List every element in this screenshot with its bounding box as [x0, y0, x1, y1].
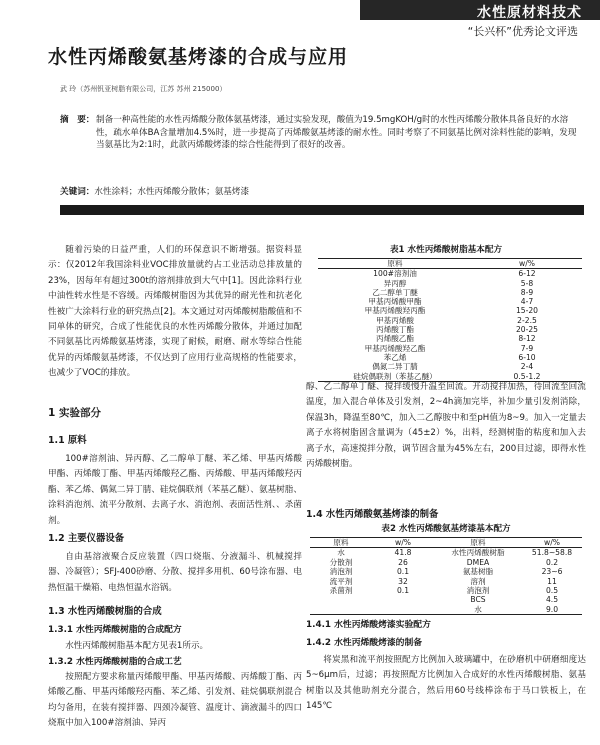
journal-header-bar: [360, 0, 600, 20]
journal-series-label: “长兴杯”优秀论文评选: [467, 25, 578, 38]
table-cell: 23~6: [541, 567, 563, 577]
table2-header-row: [310, 538, 582, 548]
subsection-heading-synthesis: 1.3 水性丙烯酸树脂的合成: [48, 606, 162, 617]
section-divider-bar: [60, 205, 584, 215]
subsection-heading-paint-prep: 1.4 水性丙烯酸氨基烤漆的制备: [306, 509, 439, 520]
table-cell: 异丙醇: [383, 278, 407, 288]
table-cell: 6-10: [518, 352, 536, 362]
journal-category: 水性原材料技术: [477, 5, 582, 21]
abstract-label: 摘 要：: [60, 115, 95, 125]
subsection-heading-process: 1.3.2 水性丙烯酸树脂的合成工艺: [48, 657, 182, 667]
table-cell: 苯乙烯: [383, 352, 407, 362]
table2-header-cell: 原料: [434, 538, 522, 548]
paper-title: 水性丙烯酸氨基烤漆的合成与应用: [48, 46, 349, 68]
abstract-text: 制备一种高性能的水性丙烯酸分散体氨基烤漆，通过实验发现，酸值为19.5mgKOH/g时的水性丙烯酸分散体具备良好的水溶性，疏水单体BA含量增加4.5%时，进一步提高了丙烯酸氨基烤漆的耐水性。同时考察了不同氨基比例对涂料性能的影响，发现当氨基比为2:1时，此款丙烯酸烤漆的综合性能得到了很好的改善。: [96, 115, 577, 151]
table2-header-cell: 原料: [310, 538, 372, 548]
author-line: 武 玲（苏州钒亚树脂有限公司，江苏 苏州 215000）: [60, 85, 227, 93]
table1-header-cell: 原料: [318, 259, 472, 269]
paint-prep-paragraph: 将炭黑和流平剂按照配方比例加入玻璃罐中，在砂磨机中研磨细度达5~6μm后，过滤；再按照配方比例加入合成好的水性丙烯酸树脂、氨基树脂以及其他助剂充分混合，然后用60号线棒涂布于马口铁板上，在145℃: [306, 655, 586, 712]
table-cell: 26: [398, 557, 408, 567]
table-cell: 甲基丙烯酸羟乙酯: [364, 343, 426, 353]
table-cell: 20-25: [515, 325, 539, 335]
table-row: [318, 306, 582, 315]
table-cell: 甲基丙烯酸: [376, 315, 414, 325]
table-cell: 水: [337, 548, 345, 558]
table-cell: [372, 595, 434, 604]
table-row: [310, 558, 582, 567]
table-row: [318, 353, 582, 362]
table-cell: DMEA: [466, 557, 490, 567]
table-cell: 消泡剂: [329, 567, 353, 577]
table-cell: [372, 605, 434, 615]
subsection-heading-equipment: 1.2 主要仪器设备: [48, 533, 125, 544]
table1-header-row: [318, 259, 582, 269]
table-cell: [310, 595, 372, 604]
table-cell: 硅烷偶联剂（苯基乙醚）: [318, 372, 472, 382]
table2: [310, 537, 582, 615]
table-cell: 水性丙烯酸树脂: [451, 548, 505, 558]
table-cell: 杀菌剂: [329, 586, 353, 596]
subsection-heading-materials: 1.1 原料: [48, 435, 87, 446]
table-cell: 4-7: [520, 297, 534, 307]
table-row: [318, 279, 582, 288]
table-cell: 甲基丙烯酸甲酯: [368, 297, 422, 307]
table-row: [318, 316, 582, 325]
abstract: [60, 114, 580, 152]
keywords-label: 关键词：: [60, 187, 95, 197]
table-cell: 8-12: [518, 334, 536, 344]
table-row: [310, 577, 582, 586]
table-cell: 溶剂: [470, 576, 486, 586]
table-cell: 0.1: [396, 586, 410, 596]
table-cell: 5-8: [520, 278, 534, 288]
table-cell: [310, 605, 372, 615]
table-row: [318, 325, 582, 334]
table-row: [318, 269, 582, 279]
table-cell: 41.8: [394, 548, 412, 558]
table-cell: 4.5: [545, 595, 559, 605]
table-row: [310, 586, 582, 595]
table2-header-cell: w/%: [372, 538, 434, 548]
table-row: [318, 297, 582, 306]
table-cell: 2-4: [520, 362, 534, 372]
table-cell: 丙烯酸乙酯: [376, 334, 414, 344]
section-heading-experiment: 1 实验部分: [48, 407, 101, 419]
table-cell: 11: [547, 576, 557, 586]
subsection-heading-paint-preparation: 1.4.2 水性丙烯酸烤漆的制备: [306, 638, 423, 648]
table-row: [310, 605, 582, 615]
table-row: [310, 567, 582, 576]
intro-paragraph: 随着污染的日益严重，人们的环保意识不断增强。据资料显示：仅2012年我国涂料业VOC排放量就约占工业活动总排放量的23%，因每年有超过300t的溶剂排放到大气中[1]。因此涂料行业中油性转水性是不容缓。丙烯酸树脂因为其优异的耐光性和抗老化性被广大涂料行业的研究热点[2]。本文通过对丙烯酸树脂酸值和不同单体的研究，合成了性能优良的水性丙烯酸分散体，并通过加配不同氨基比丙烯酸氨基烤漆，实现了耐候，耐磨、耐水等综合性能优异的丙烯酸氨基烤漆，不仅达到了应用行业高规格的性能要求，也减少了VOC的排放。: [48, 245, 302, 379]
table-cell: 乙二醇单丁醚: [372, 287, 418, 297]
process-continuation: 醇、乙二醇单丁醚、搅拌缓慢升温至回流。开动搅拌加热，待回流至回流温度，加入混合单体及引发剂，2~4h滴加完毕，补加少量引发剂消除，保温3h，降温至80℃，加入二乙醇胺中和至pH值为8~9。加入一定量去离子水将树脂固含量调为（45±2）%，出料，经测树脂的粘度和加入去离子水，高速搅拌分散，调节固含量为45%左右，200目过滤，即得水性丙烯酸树脂。: [306, 382, 586, 470]
subsection-heading-formula: 1.3.1 水性丙烯酸树脂的合成配方: [48, 625, 182, 635]
table-row: [310, 595, 582, 604]
table-cell: 32: [398, 576, 408, 586]
table-cell: 6-12: [518, 269, 536, 279]
table-cell: 8-9: [520, 287, 534, 297]
table-cell: 甲基丙烯酸羟丙酯: [364, 306, 426, 316]
table-cell: 0.5: [545, 586, 559, 596]
table-cell: 0.1: [396, 567, 410, 577]
table-cell: 100#溶剂油: [373, 269, 417, 279]
table-row: [318, 288, 582, 297]
table-row: [310, 548, 582, 558]
subsection-heading-paint-formula: 1.4.1 水性丙烯酸烤漆实验配方: [306, 620, 431, 630]
table-cell: 水: [434, 605, 522, 615]
table-cell: 9.0: [522, 605, 582, 615]
table-row: [318, 334, 582, 343]
table-cell: 分散剂: [329, 557, 353, 567]
keywords: [60, 185, 249, 197]
table2-caption: 表2 水性丙烯酸氨基烤漆基本配方: [381, 524, 511, 534]
table1-header-cell: w/%: [472, 259, 582, 269]
table-cell: 2-2.5: [517, 315, 537, 325]
process-paragraph: 按照配方要求称量丙烯酸甲酯、甲基丙烯酸、丙烯酸丁酯、丙烯酸乙酯、甲基丙烯酸羟丙酯、苯乙烯、引发剂、硅烷偶联剂混合均匀备用，在装有搅拌器、四颈冷凝管、温度计、滴液漏斗的四口烧瓶中加入100#溶剂油、异丙: [48, 672, 302, 729]
table-cell: 消泡剂: [466, 586, 490, 596]
table1: [318, 258, 582, 382]
formula-note: 水性丙烯酸树脂基本配方见表1所示。: [65, 641, 209, 651]
table-cell: 0.5-1.2: [472, 372, 582, 382]
table-cell: 0.2: [545, 557, 559, 567]
table-cell: 氨基树脂: [462, 567, 494, 577]
table-cell: 7-9: [520, 343, 534, 353]
table1-caption: 表1 水性丙烯酸树脂基本配方: [389, 245, 503, 255]
table-cell: 15-20: [515, 306, 539, 316]
equipment-paragraph: 自由基溶液聚合反应装置（四口烧瓶、分液漏斗、机械搅拌器、冷凝管）；SFJ-400砂磨、分散、搅拌多用机、60号涂布器、电热恒温干燥箱、电热恒温水浴锅。: [48, 552, 302, 593]
table-cell: 流平剂: [329, 576, 353, 586]
keywords-text: 水性涂料；水性丙烯酸分散体；氨基烤漆: [94, 187, 250, 197]
table-row: [318, 362, 582, 371]
table-cell: BCS: [470, 595, 486, 605]
table-cell: 51.8~58.8: [531, 548, 573, 558]
table-row: [318, 344, 582, 353]
materials-paragraph: 100#溶剂油、异丙醇、乙二醇单丁醚、苯乙烯、甲基丙烯酸甲酯、丙烯酸丁酯、甲基丙烯酸羟乙酯、丙烯酸、甲基丙烯酸羟丙酯、苯乙烯、偶氮二异丁腈、硅烷偶联剂（苯基乙醚）、氨基树脂、涂料消泡剂、流平分散剂、去离子水、消泡剂、表面活性剂、、杀菌剂。: [48, 454, 302, 526]
table-cell: 偶氮二异丁腈: [372, 362, 418, 372]
table2-header-cell: w/%: [522, 538, 582, 548]
table-cell: 丙烯酸丁酯: [376, 325, 414, 335]
